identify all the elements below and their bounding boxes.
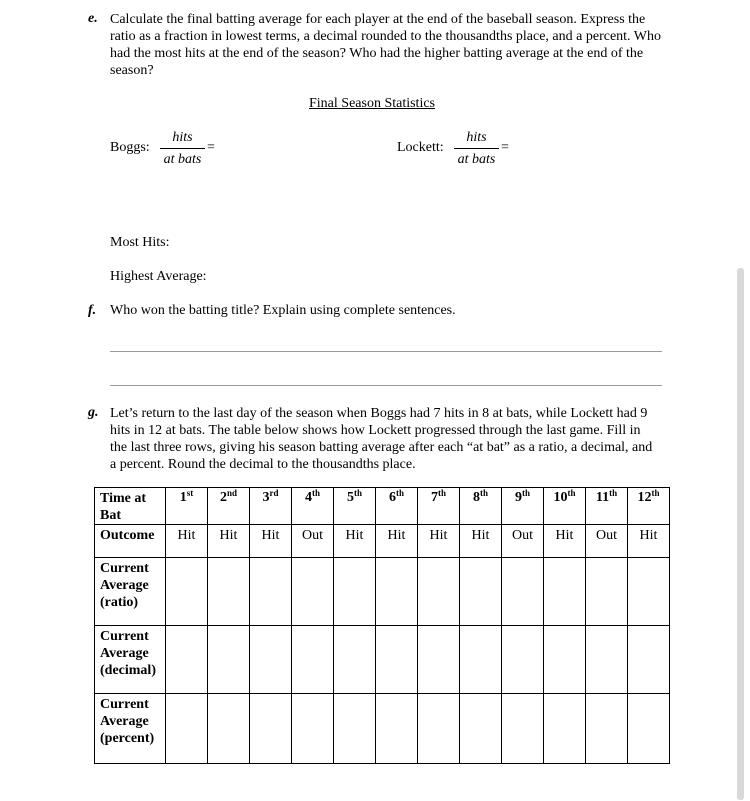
at-bat-header: 11th xyxy=(586,488,628,525)
answer-cell[interactable] xyxy=(502,694,544,764)
outcome-cell: Out xyxy=(502,525,544,558)
at-bat-header: 1st xyxy=(166,488,208,525)
outcome-cell: Hit xyxy=(628,525,670,558)
part-f-label: f. xyxy=(88,303,97,318)
at-bat-header: 10th xyxy=(544,488,586,525)
part-f-question: Who won the batting title? Explain using complete sentences. xyxy=(110,303,456,318)
answer-cell[interactable] xyxy=(628,558,670,626)
answer-cell[interactable] xyxy=(334,626,376,694)
at-bat-header: 6th xyxy=(376,488,418,525)
answer-cell[interactable] xyxy=(628,626,670,694)
part-g-question: Let’s return to the last day of the season when Boggs had 7 hits in 8 at bats, while Lockett had 9 hits in 12 at bats. The table below shows how Lockett progressed through the last game. Fill in the last three rows, giving his season batting average after each “at bat” as a ratio, a decimal, and a percent. Round the decimal to the thousandths place. xyxy=(110,406,653,472)
average-decimal-row xyxy=(95,626,670,694)
outcome-label: Outcome xyxy=(95,525,166,558)
average-percent-label: Current Average (percent) xyxy=(95,694,166,764)
answer-cell[interactable] xyxy=(502,558,544,626)
highest-average-label: Highest Average: xyxy=(110,269,207,284)
time-at-bat-label: Time at Bat xyxy=(95,488,166,525)
boggs-answer-blank[interactable] xyxy=(226,138,306,156)
answer-cell[interactable] xyxy=(166,694,208,764)
answer-cell[interactable] xyxy=(586,558,628,626)
part-e-label: e. xyxy=(88,11,98,26)
answer-cell[interactable] xyxy=(460,558,502,626)
answer-cell[interactable] xyxy=(544,626,586,694)
outcome-cell: Hit xyxy=(376,525,418,558)
at-bat-header: 8th xyxy=(460,488,502,525)
average-decimal-label: Current Average (decimal) xyxy=(95,626,166,694)
at-bat-header: 7th xyxy=(418,488,460,525)
answer-cell[interactable] xyxy=(208,694,250,764)
lockett-denominator: at bats xyxy=(457,152,496,167)
average-ratio-label: Current Average (ratio) xyxy=(95,558,166,626)
part-e-question: Calculate the final batting average for each player at the end of the baseball season. Express the ratio as a fraction in lowest terms, a decimal rounded to the thousandths place, and a percent. Who had the most hits at the end of the season? Who had the higher batting average at the end of the season? xyxy=(110,12,662,78)
part-g-label: g. xyxy=(88,405,99,420)
outcome-cell: Hit xyxy=(418,525,460,558)
at-bat-header: 5th xyxy=(334,488,376,525)
at-bat-header: 9th xyxy=(502,488,544,525)
at-bat-header: 12th xyxy=(628,488,670,525)
lockett-numerator: hits xyxy=(466,130,487,145)
batting-progress-table xyxy=(94,487,670,764)
answer-cell[interactable] xyxy=(250,558,292,626)
outcome-cell: Out xyxy=(586,525,628,558)
answer-cell[interactable] xyxy=(376,694,418,764)
answer-cell[interactable] xyxy=(418,626,460,694)
answer-cell[interactable] xyxy=(460,626,502,694)
answer-cell[interactable] xyxy=(502,626,544,694)
at-bat-header: 4th xyxy=(292,488,334,525)
outcome-cell: Out xyxy=(292,525,334,558)
answer-cell[interactable] xyxy=(418,558,460,626)
most-hits-answer[interactable] xyxy=(185,233,385,251)
lockett-equals: = xyxy=(501,140,509,155)
answer-cell[interactable] xyxy=(586,626,628,694)
answer-cell[interactable] xyxy=(628,694,670,764)
outcome-cell: Hit xyxy=(544,525,586,558)
lockett-answer-blank[interactable] xyxy=(520,138,600,156)
answer-cell[interactable] xyxy=(460,694,502,764)
answer-cell[interactable] xyxy=(166,558,208,626)
boggs-fraction xyxy=(160,130,205,168)
outcome-cell: Hit xyxy=(334,525,376,558)
vertical-scrollbar[interactable] xyxy=(737,268,744,800)
answer-cell[interactable] xyxy=(250,626,292,694)
boggs-equals: = xyxy=(207,140,215,155)
at-bat-header: 2nd xyxy=(208,488,250,525)
average-percent-row xyxy=(95,694,670,764)
boggs-numerator: hits xyxy=(172,130,193,145)
answer-cell[interactable] xyxy=(292,558,334,626)
outcome-cell: Hit xyxy=(460,525,502,558)
fraction-bar xyxy=(454,148,499,149)
answer-cell[interactable] xyxy=(208,558,250,626)
answer-cell[interactable] xyxy=(544,694,586,764)
outcome-cell: Hit xyxy=(250,525,292,558)
boggs-label: Boggs: xyxy=(110,140,150,155)
answer-line-1[interactable] xyxy=(110,351,662,352)
answer-cell[interactable] xyxy=(376,626,418,694)
boggs-denominator: at bats xyxy=(163,152,202,167)
outcome-row xyxy=(95,525,670,558)
outcome-cell: Hit xyxy=(166,525,208,558)
answer-cell[interactable] xyxy=(334,694,376,764)
answer-cell[interactable] xyxy=(208,626,250,694)
answer-cell[interactable] xyxy=(250,694,292,764)
answer-cell[interactable] xyxy=(334,558,376,626)
highest-average-answer[interactable] xyxy=(220,267,420,285)
fraction-bar xyxy=(160,148,205,149)
lockett-fraction xyxy=(454,130,499,168)
average-ratio-row xyxy=(95,558,670,626)
answer-cell[interactable] xyxy=(292,626,334,694)
answer-cell[interactable] xyxy=(544,558,586,626)
outcome-cell: Hit xyxy=(208,525,250,558)
time-at-bat-row xyxy=(95,488,670,525)
answer-cell[interactable] xyxy=(166,626,208,694)
at-bat-header: 3rd xyxy=(250,488,292,525)
answer-line-2[interactable] xyxy=(110,385,662,386)
answer-cell[interactable] xyxy=(418,694,460,764)
lockett-label: Lockett: xyxy=(397,140,444,155)
section-title: Final Season Statistics xyxy=(309,96,435,111)
answer-cell[interactable] xyxy=(376,558,418,626)
answer-cell[interactable] xyxy=(292,694,334,764)
answer-cell[interactable] xyxy=(586,694,628,764)
most-hits-label: Most Hits: xyxy=(110,235,170,250)
